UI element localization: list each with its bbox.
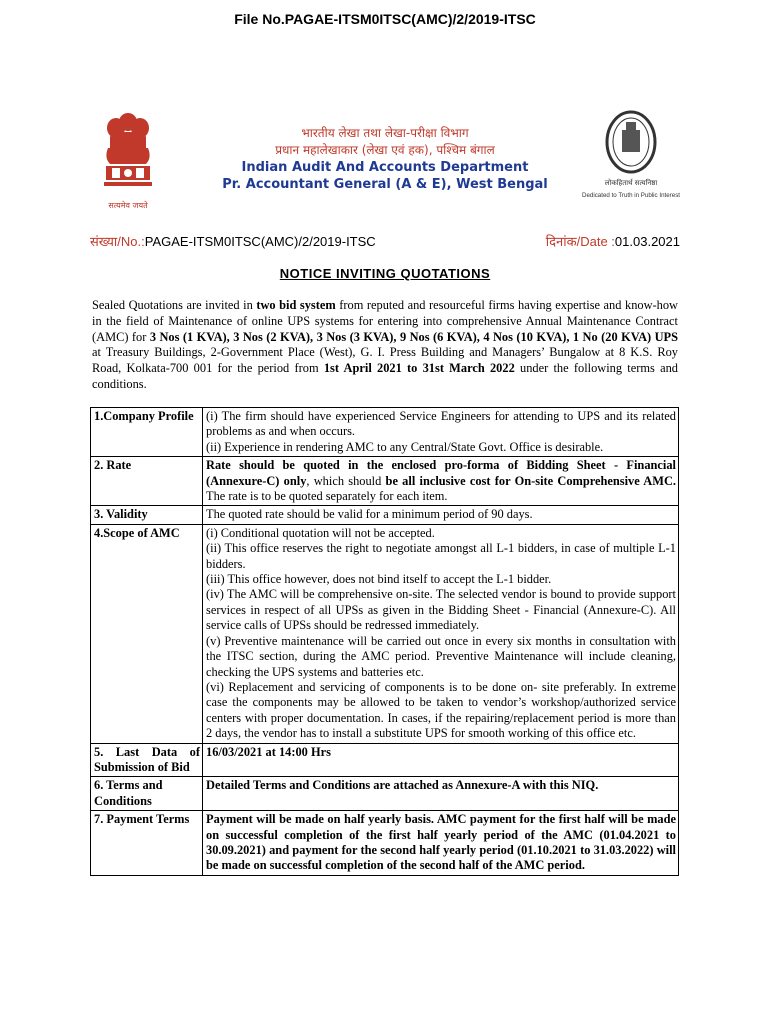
table-row bbox=[91, 811, 679, 876]
term-line: (i) Conditional quotation will not be accepted. bbox=[206, 525, 435, 540]
table-row bbox=[91, 506, 679, 524]
term-line: (vi) Replacement and servicing of components is to be done on- site preferably. In extreme case the components may be allowed to be taken to vendor’s workshop/authorized service centers with proper documentation. In cases, if the repairing/replacement period is more than 2 days, the vendor has to install a substitute UPS for smooth working of this office etc. bbox=[206, 679, 676, 741]
office-name: Pr. Accountant General (A & E), West Bengal bbox=[222, 177, 548, 192]
hindi-line-1: भारतीय लेखा तथा लेखा-परीक्षा विभाग bbox=[301, 126, 469, 140]
table-row bbox=[91, 408, 679, 457]
term-line: (ii) This office reserves the right to negotiate amongst all L-1 bidders, in case of multiple L-1 bidders. bbox=[206, 541, 676, 571]
table-row bbox=[91, 457, 679, 506]
term-content: The quoted rate should be valid for a minimum period of 90 days. bbox=[203, 506, 679, 524]
term-label: 1.Company Profile bbox=[91, 408, 203, 457]
intro-bold-2: 3 Nos (1 KVA), 3 Nos (2 KVA), 3 Nos (3 KVA), 9 Nos (6 KVA), 4 Nos (10 KVA), 1 No (20 KVA) UPS bbox=[149, 329, 678, 344]
term-content: Payment will be made on half yearly basis. AMC payment for the first half will be made on successful completion of the first half yearly period of the AMC (01.04.2021 to 30.09.2021) and payment for the second half yearly period (01.10.2021 to 31.03.2022) will be made on successful completion of the second half of the AMC period. bbox=[203, 811, 679, 876]
seal-caption-english: Dedicated to Truth in Public Interest bbox=[581, 192, 681, 199]
table-row bbox=[91, 524, 679, 743]
term-line: (iv) The AMC will be comprehensive on-site. The selected vendor is bound to provide support services in respect of all UPSs as given in the Bidding Sheet - Financial (Annexure-C). All service calls of UPSs should be redressed immediately. bbox=[206, 587, 676, 633]
hindi-line-2: प्रधान महालेखाकार (लेखा एवं हक), पश्चिम बंगाल bbox=[275, 143, 495, 157]
intro-bold-3: 1st April 2021 to 31st March 2022 bbox=[323, 361, 515, 376]
term-label: 7. Payment Terms bbox=[91, 811, 203, 876]
term-line: (i) The firm should have experienced Service Engineers for attending to UPS and its related problems as and when occurs. bbox=[206, 409, 676, 439]
notice-title: NOTICE INVITING QUOTATIONS bbox=[279, 266, 491, 281]
date-block bbox=[546, 232, 680, 250]
term-label: 3. Validity bbox=[91, 506, 203, 524]
rate-text-1: , which should bbox=[306, 473, 386, 488]
intro-paragraph bbox=[92, 298, 678, 393]
seal-caption-hindi: लोकहितार्थ सत्यनिष्ठा bbox=[604, 179, 658, 187]
term-content bbox=[203, 408, 679, 457]
term-content bbox=[203, 524, 679, 743]
emblem-caption: सत्यमेव जयते bbox=[108, 201, 148, 210]
ref-no-label: संख्या/No.: bbox=[90, 234, 145, 249]
term-content: 16/03/2021 at 14:00 Hrs bbox=[203, 743, 679, 777]
term-content: Detailed Terms and Conditions are attached as Annexure-A with this NIQ. bbox=[203, 777, 679, 811]
term-label: 6. Terms and Conditions bbox=[91, 777, 203, 811]
term-line: (v) Preventive maintenance will be carried out once in every six months in consultation with the ITSC section, during the AMC period. Preventive Maintenance will include cleaning, checking the UPS systems and batteries etc. bbox=[206, 633, 676, 679]
rate-bold-2: be all inclusive cost for On-site Comprehensive AMC. bbox=[385, 473, 676, 488]
file-number: File No.PAGAE-ITSM0ITSC(AMC)/2/2019-ITSC bbox=[234, 11, 536, 27]
rate-bold-1: Rate should be quoted in the enclosed pro-forma of Bidding Sheet - Financial (Annexure-C) only bbox=[206, 458, 676, 488]
term-content bbox=[203, 457, 679, 506]
department-heading bbox=[200, 125, 570, 193]
term-line: (ii) Experience in rendering AMC to any Central/State Govt. Office is desirable. bbox=[206, 439, 604, 454]
date-value: 01.03.2021 bbox=[614, 234, 680, 249]
cag-seal-icon bbox=[581, 106, 681, 206]
ref-no-value: PAGAE-ITSM0ITSC(AMC)/2/2019-ITSC bbox=[144, 234, 376, 249]
intro-text-3: at Treasury Buildings, 2-Government Place (West), G. I. Press Building and Managers’ Bungalow at 8 K.S. Roy Road, Kolkata-700 001 for the period from bbox=[92, 345, 678, 376]
term-line: (iii) This office however, does not bind itself to accept the L-1 bidder. bbox=[206, 572, 552, 587]
terms-table bbox=[90, 407, 679, 876]
department-name: Indian Audit And Accounts Department bbox=[241, 160, 529, 175]
term-label: 4.Scope of AMC bbox=[91, 524, 203, 743]
national-emblem-icon bbox=[98, 108, 158, 212]
rate-text-2: The rate is to be quoted separately for each item. bbox=[206, 489, 448, 504]
intro-text-1: Sealed Quotations are invited in bbox=[92, 298, 257, 312]
term-label: 5. Last Data of Submission of Bid bbox=[91, 743, 203, 777]
table-row bbox=[91, 777, 679, 811]
intro-text-2: from reputed and resourceful firms having expertise and know-how in the field of Maintenance of online UPS systems for entering into comprehensive Annual Maintenance Contract (AMC) for bbox=[92, 298, 678, 344]
date-label: दिनांक/Date : bbox=[545, 234, 615, 249]
term-label: 2. Rate bbox=[91, 457, 203, 506]
reference-row bbox=[90, 232, 680, 250]
intro-bold-1: two bid system bbox=[256, 298, 336, 312]
table-row bbox=[91, 743, 679, 777]
intro-text-4: under the following terms and conditions. bbox=[92, 361, 678, 391]
